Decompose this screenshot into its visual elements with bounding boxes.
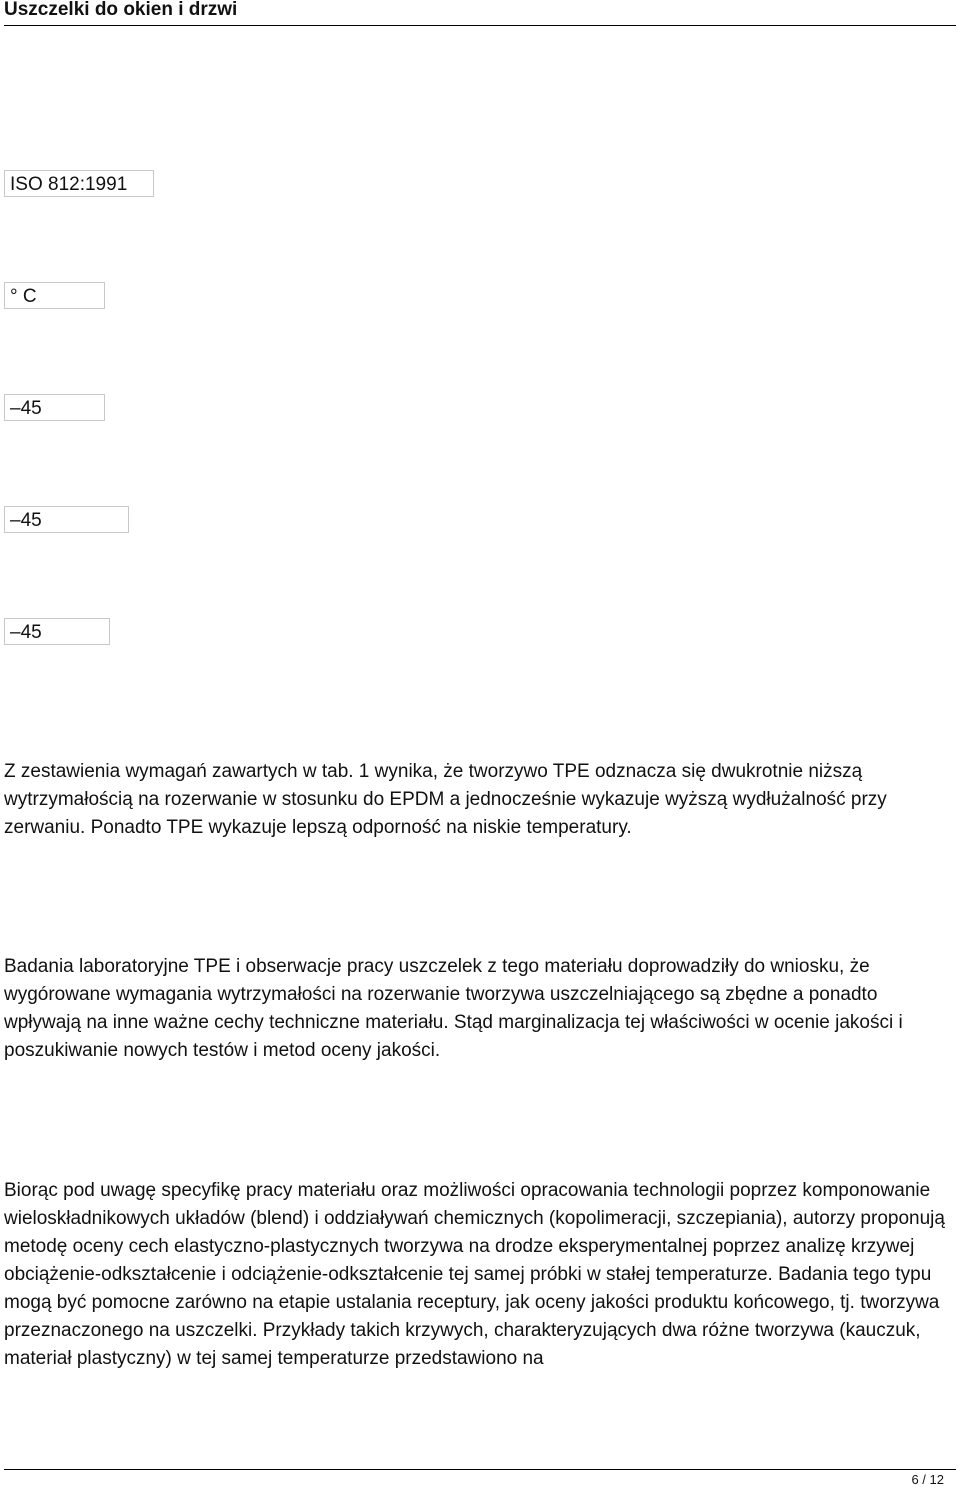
table-cell-value: –45 xyxy=(4,394,105,421)
page-header xyxy=(4,0,956,26)
table-cell-standard: ISO 812:1991 xyxy=(4,170,154,197)
table-cell-value: –45 xyxy=(4,618,110,645)
document-title: Uszczelki do okien i drzwi xyxy=(4,0,238,20)
paragraph-2: Badania laboratoryjne TPE i obserwacje pracy uszczelek z tego materiału doprowadziły do wniosku, że wygórowane wymagania wytrzymałości na rozerwanie tworzywa uszczelniającego są zbędne a ponadto wpływają na inne ważne cechy techniczne materiału. Stąd marginalizacja tej właściwości w ocenie jakości i poszukiwanie nowych testów i metod oceny jakości. xyxy=(4,956,903,1061)
page-number: 6 / 12 xyxy=(911,1472,944,1487)
paragraph-3: Biorąc pod uwagę specyfikę pracy materiału oraz możliwości opracowania technologii poprzez komponowanie wieloskładnikowych układów (blend) i oddziaływań chemicznych (kopolimeracji, szczepiania), autorzy proponują metodę oceny cech elastyczno-plastycznych tworzywa na drodze eksperymentalnej poprzez analizę krzywej obciążenie-odkształcenie i odciążenie-odkształcenie tej samej próbki w stałej temperaturze. Badania tego typu mogą być pomocne zarówno na etapie ustalania receptury, jak oceny jakości produktu końcowego, tj. tworzywa przeznaczonego na uszczelki. Przykłady takich krzywych, charakteryzujących dwa różne tworzywa (kauczuk, materiał plastyczny) w tej samej temperaturze przedstawiono na xyxy=(4,1180,945,1369)
table-cell-unit: ° C xyxy=(4,282,105,309)
footer-divider xyxy=(4,1469,956,1470)
paragraph-1: Z zestawienia wymagań zawartych w tab. 1 wynika, że tworzywo TPE odznacza się dwukrotnie niższą wytrzymałością na rozerwanie w stosunku do EPDM a jednocześnie wykazuje wyższą wydłużalność przy zerwaniu. Ponadto TPE wykazuje lepszą odporność na niskie temperatury. xyxy=(4,761,887,838)
table-cell-value: –45 xyxy=(4,506,129,533)
